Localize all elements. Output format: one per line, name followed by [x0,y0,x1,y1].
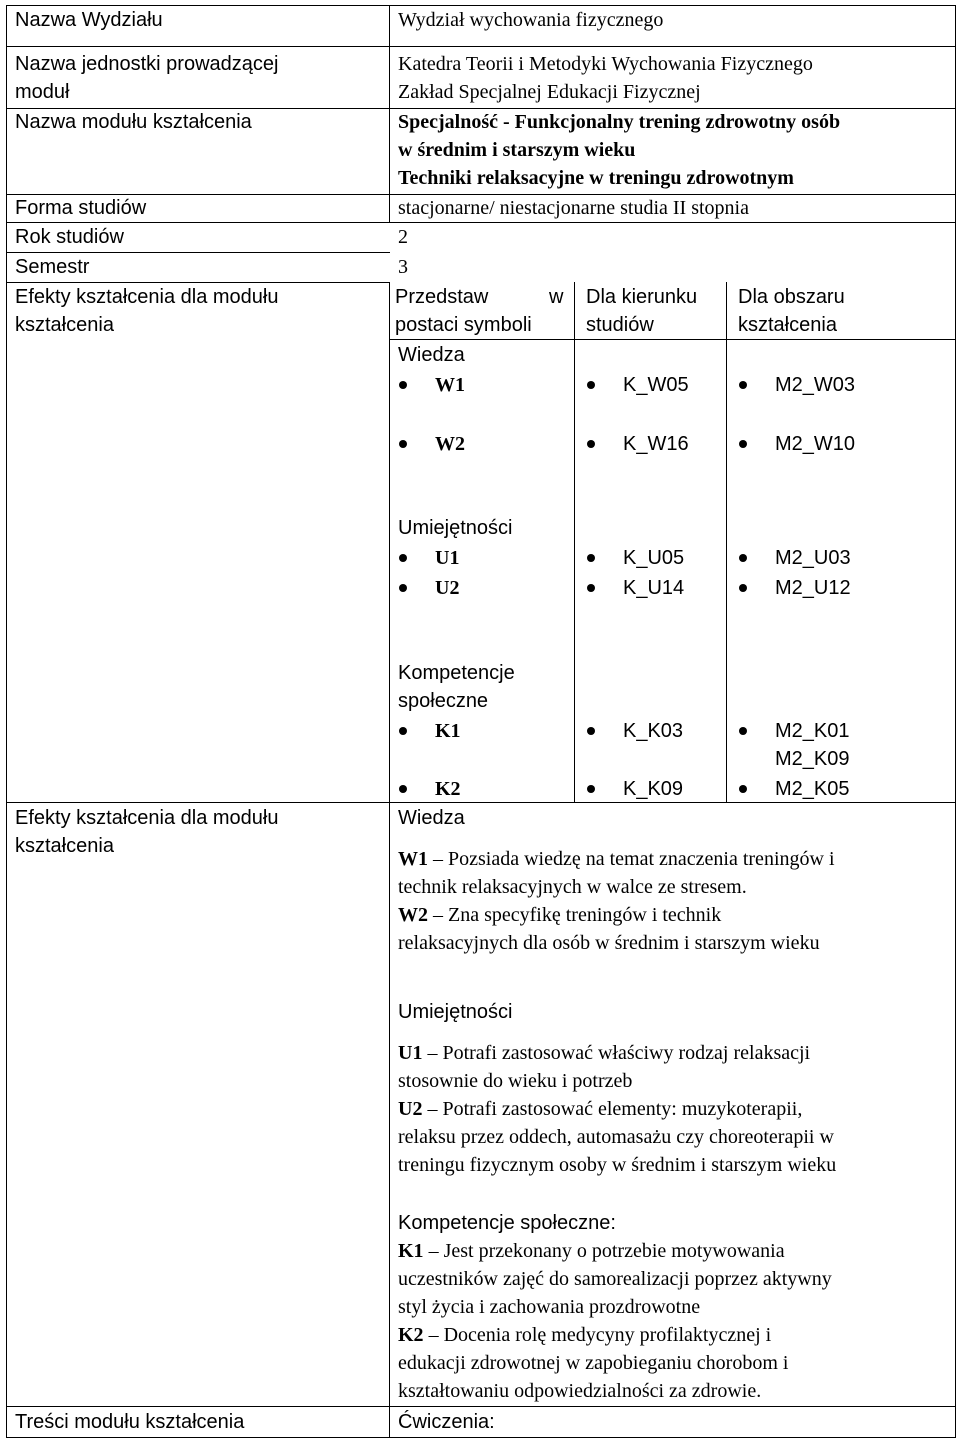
module-value-line3: Techniki relaksacyjne w treningu zdrowotnym [398,167,794,189]
row-divider [6,222,956,223]
content-label: Treści modułu kształcenia [15,1411,245,1433]
desc-k2-line2: edukacji zdrowotnej w zapobieganiu chorobom i [398,1352,789,1374]
symbol-u1: U1 [435,547,460,569]
kompetencje-heading-line2: społeczne [398,690,489,712]
desc-u1-code: U1 [398,1042,423,1064]
desc-w2-text: – Zna specyfikę treningów i technik [433,904,722,926]
bullet-icon [399,785,407,793]
semester-label: Semestr [15,256,90,278]
desc-k1-text: – Jest przekonany o potrzebie motywowania [428,1240,785,1262]
bullet-icon [739,584,747,592]
bullet-icon [739,727,747,735]
direction-header-line1: Dla kierunku [586,286,698,308]
desc-kompetencje-heading: Kompetencje społeczne: [398,1212,616,1234]
desc-k1-line3: styl życia i zachowania prozdrowotne [398,1296,701,1318]
desc-u2-text: – Potrafi zastosować elementy: muzykoterapii, [427,1098,803,1120]
semester-value: 3 [398,256,408,278]
faculty-label: Nazwa Wydziału [15,9,163,31]
bullet-icon [399,727,407,735]
table-border-left [6,5,7,1438]
desc-u1-line2: stosownie do wieku i potrzeb [398,1070,633,1092]
desc-k2-line1 [398,1321,771,1349]
effects-desc-label-line2: kształcenia [15,835,114,857]
desc-u2-code: U2 [398,1098,423,1120]
bullet-icon [399,584,407,592]
bullet-icon [739,440,747,448]
direction-header-line2: studiów [586,314,654,336]
faculty-value: Wydział wychowania fizycznego [398,9,664,31]
row-divider [6,1406,956,1407]
desc-w2-line2: relaksacyjnych dla osób w średnim i starszym wieku [398,932,820,954]
table-border-bottom [6,1437,956,1438]
desc-w1-line2: technik relaksacyjnych w walce ze stresem. [398,876,747,898]
desc-wiedza-heading: Wiedza [398,807,465,829]
desc-w2-line1 [398,901,721,929]
area-m2w10: M2_W10 [775,433,856,455]
bullet-icon [739,381,747,389]
header-divider [389,339,956,340]
symbols-header-line2: postaci symboli [395,314,532,336]
bullet-icon [399,440,407,448]
desc-u1-line1 [398,1039,810,1067]
direction-kk09: K_K09 [623,778,684,800]
area-m2k05: M2_K05 [775,778,850,800]
unit-label-line1: Nazwa jednostki prowadzącej [15,53,279,75]
direction-kk03: K_K03 [623,720,684,742]
module-value-line2: w średnim i starszym wieku [398,139,636,161]
bullet-icon [399,554,407,562]
bullet-icon [399,381,407,389]
desc-k2-line3: kształtowaniu odpowiedzialności za zdrowie. [398,1380,762,1402]
desc-w1-text: – Pozsiada wiedzę na temat znaczenia treningów i [433,848,835,870]
form-label: Forma studiów [15,197,147,219]
desc-k2-code: K2 [398,1324,424,1346]
bullet-icon [587,727,595,735]
desc-u1-text: – Potrafi zastosować właściwy rodzaj relaksacji [427,1042,811,1064]
unit-label-line2: moduł [15,81,70,103]
column-divider [574,282,575,803]
direction-kw16: K_W16 [623,433,689,455]
symbols-header-w: w [549,286,564,308]
symbol-w1: W1 [435,374,465,396]
symbol-k2: K2 [435,778,461,800]
desc-w1-code: W1 [398,848,428,870]
direction-kw05: K_W05 [623,374,689,396]
area-m2k09: M2_K09 [775,748,850,770]
symbol-w2: W2 [435,433,465,455]
direction-ku05: K_U05 [623,547,685,569]
module-value-line1: Specjalność - Funkcjonalny trening zdrowotny osób [398,111,841,133]
desc-k1-line2: uczestników zajęć do samorealizacji poprzez aktywny [398,1268,832,1290]
area-m2w03: M2_W03 [775,374,856,396]
bullet-icon [587,440,595,448]
form-value: stacjonarne/ niestacjonarne studia II stopnia [398,197,749,219]
desc-u2-line2: relaksu przez oddech, automasażu czy choreoterapii w [398,1126,834,1148]
wiedza-heading: Wiedza [398,344,465,366]
bullet-icon [739,785,747,793]
desc-k2-text: – Docenia rolę medycyny profilaktycznej i [428,1324,772,1346]
desc-w2-code: W2 [398,904,428,926]
symbol-u2: U2 [435,577,460,599]
area-header-line2: kształcenia [738,314,837,336]
year-label: Rok studiów [15,226,124,248]
bullet-icon [587,785,595,793]
desc-u2-line1 [398,1095,802,1123]
desc-w1-line1 [398,845,835,873]
effects-desc-label-line1: Efekty kształcenia dla modułu [15,807,279,829]
area-m2k01: M2_K01 [775,720,850,742]
desc-k1-code: K1 [398,1240,424,1262]
table-border-right [955,5,956,1438]
kompetencje-heading-line1: Kompetencje [398,662,515,684]
bullet-icon [739,554,747,562]
column-divider [389,282,390,1438]
umiejetnosci-heading: Umiejętności [398,517,513,539]
desc-umiejetnosci-heading: Umiejętności [398,1001,513,1023]
column-divider [389,5,390,223]
area-header-line1: Dla obszaru [738,286,845,308]
symbol-k1: K1 [435,720,461,742]
year-value: 2 [398,226,408,248]
column-divider [726,282,727,803]
bullet-icon [587,381,595,389]
unit-value-line1: Katedra Teorii i Metodyki Wychowania Fizycznego [398,53,813,75]
desc-u2-line3: treningu fizycznym osoby w średnim i starszym wieku [398,1154,837,1176]
area-m2u12: M2_U12 [775,577,851,599]
unit-value-line2: Zakład Specjalnej Edukacji Fizycznej [398,81,701,103]
bullet-icon [587,584,595,592]
desc-k1-line1 [398,1237,785,1265]
symbols-header-line1: Przedstaw [395,286,489,308]
effects-label-line2: kształcenia [15,314,114,336]
area-m2u03: M2_U03 [775,547,851,569]
effects-label-line1: Efekty kształcenia dla modułu [15,286,279,308]
bullet-icon [587,554,595,562]
row-divider [6,46,956,47]
direction-ku14: K_U14 [623,577,685,599]
module-label: Nazwa modułu kształcenia [15,111,252,133]
content-value: Ćwiczenia: [398,1411,495,1433]
